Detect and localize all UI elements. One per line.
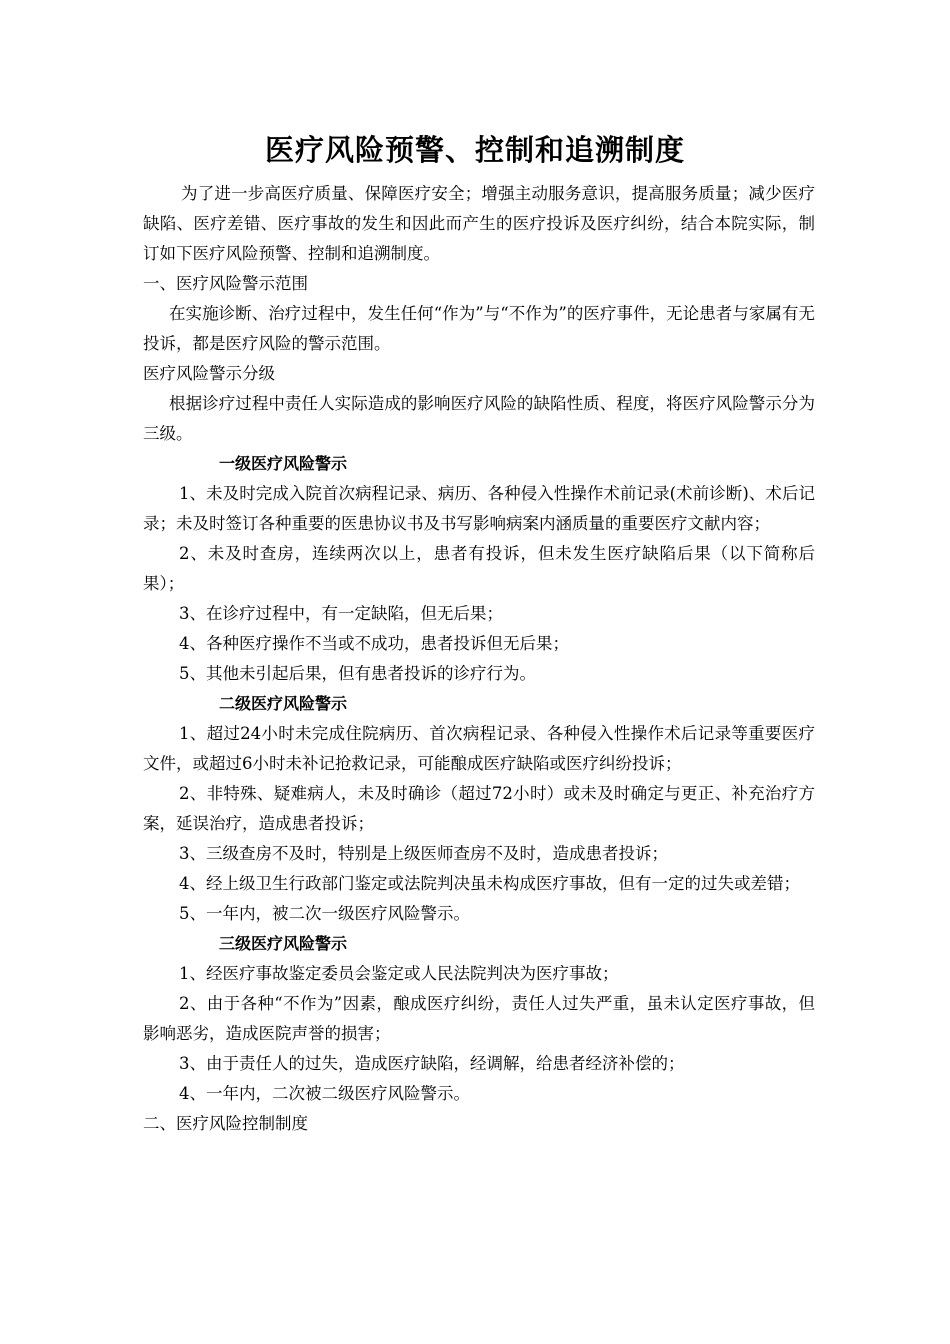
level1-item: 2、未及时查房，连续两次以上，患者有投诉，但未发生医疗缺陷后果（以下简称后果）； <box>143 544 815 593</box>
level1-item: 5、其他未引起后果，但有患者投诉的诊疗行为。 <box>179 664 536 683</box>
section2-title: 二、医疗风险控制制度 <box>143 1114 308 1133</box>
level1-item: 3、在诊疗过程中，有一定缺陷，但无后果； <box>179 604 503 623</box>
level3-heading: 三级医疗风险警示 <box>219 934 348 953</box>
level1-item: 1、未及时完成入院首次病程记录、病历、各种侵入性操作术前记录(术前诊断)、术后记录；未及时签订各种重要的医患协议书及书写影响病案内涵质量的重要医疗文献内容； <box>143 484 815 533</box>
level2-item: 3、三级查房不及时，特别是上级医师查房不及时，造成患者投诉； <box>179 844 668 863</box>
document-title: 医疗风险预警、控制和追溯制度 <box>264 133 685 167</box>
level3-item: 2、由于各种“不作为”因素，酿成医疗纠纷，责任人过失严重，虽未认定医疗事故，但影响恶劣，造成医院声誉的损害； <box>143 994 815 1043</box>
level2-item: 4、经上级卫生行政部门鉴定或法院判决虽未构成医疗事故，但有一定的过失或差错； <box>179 874 800 893</box>
grading-title: 医疗风险警示分级 <box>143 364 275 383</box>
level2-item: 2、非特殊、疑难病人，未及时确诊（超过72小时）或未及时确定与更正、补充治疗方案，延误治疗，造成患者投诉； <box>143 784 815 833</box>
section1-title: 一、医疗风险警示范围 <box>143 274 308 293</box>
grading-paragraph: 根据诊疗过程中责任人实际造成的影响医疗风险的缺陷性质、程度，将医疗风险警示分为三级。 <box>143 394 815 443</box>
level2-item: 1、超过24小时未完成住院病历、首次病程记录、各种侵入性操作术后记录等重要医疗文件，或超过6小时未补记抢救记录，可能酿成医疗缺陷或医疗纠纷投诉； <box>143 724 815 773</box>
intro-paragraph: 为了进一步高医疗质量、保障医疗安全；增强主动服务意识，提高服务质量；减少医疗缺陷、医疗差错、医疗事故的发生和因此而产生的医疗投诉及医疗纠纷，结合本院实际，制订如下医疗风险预警、控制和追溯制度。 <box>143 184 815 263</box>
level3-item: 1、经医疗事故鉴定委员会鉴定或人民法院判决为医疗事故； <box>179 964 619 983</box>
level2-item: 5、一年内，被二次一级医疗风险警示。 <box>179 904 470 923</box>
section1-paragraph: 在实施诊断、治疗过程中，发生任何“作为”与“不作为”的医疗事件，无论患者与家属有无投诉，都是医疗风险的警示范围。 <box>143 304 815 353</box>
level1-heading: 一级医疗风险警示 <box>219 454 348 473</box>
document-body <box>143 179 815 1139</box>
level1-item: 4、各种医疗操作不当或不成功，患者投诉但无后果； <box>179 634 569 653</box>
level2-heading: 二级医疗风险警示 <box>219 694 348 713</box>
level3-item: 3、由于责任人的过失，造成医疗缺陷，经调解，给患者经济补偿的； <box>179 1054 685 1073</box>
level3-item: 4、一年内，二次被二级医疗风险警示。 <box>179 1084 470 1103</box>
